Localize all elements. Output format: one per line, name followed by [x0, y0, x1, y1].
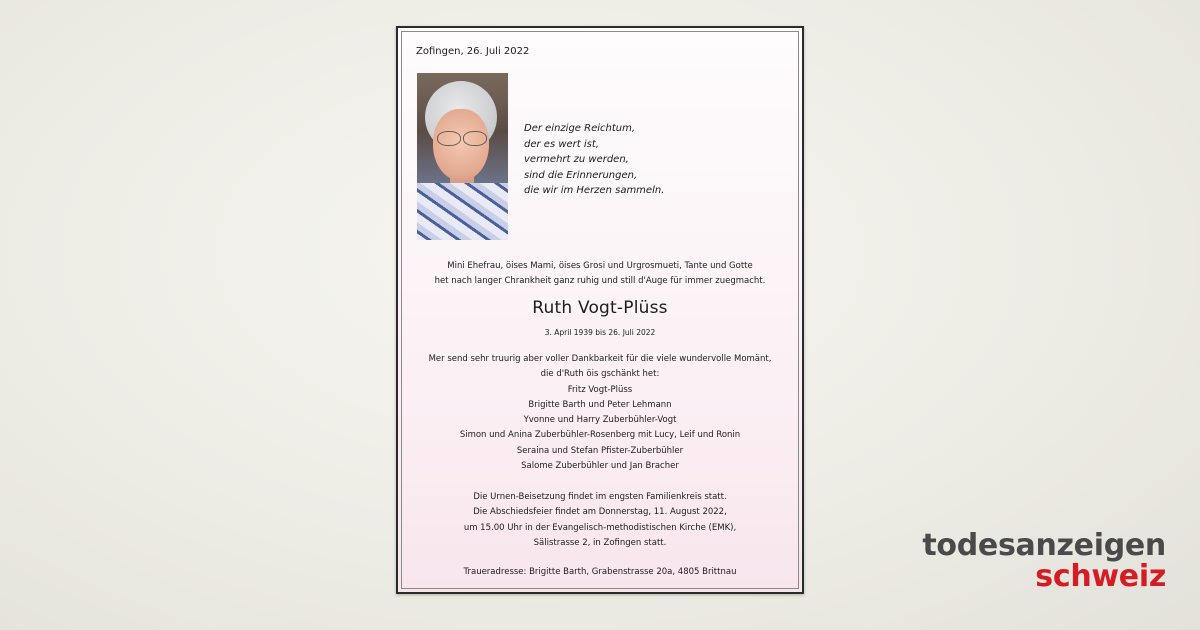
mourner-line: Brigitte Barth und Peter Lehmann: [528, 399, 672, 410]
mourner-line: Salome Zuberbühler und Jan Bracher: [521, 461, 679, 472]
mourner-line: Mer send sehr truurig aber voller Dankbarkeit für die viele wundervolle Momänt,: [428, 354, 772, 364]
mourner-line: Yvonne und Harry Zuberbühler-Vogt: [523, 415, 677, 426]
mourner-line: die d'Ruth öis gschänkt het:: [540, 369, 660, 380]
mourners-list: [402, 352, 798, 474]
poem-line: sind die Erinnerungen,: [524, 169, 638, 181]
brand-logo-line2: schweiz: [1035, 559, 1166, 594]
poem-line: Der einzige Reichtum,: [524, 123, 636, 134]
poem: [524, 121, 664, 199]
intro-text: Mini Ehefrau, öises Mami, öises Grosi und Urgrosmueti, Tante und Gotte het nach langer Chrankheit ganz ruhig und still d'Auge für immer zuegmacht.: [434, 261, 766, 286]
mourner-line: Fritz Vogt-Plüss: [567, 384, 633, 395]
card-inner-frame: [401, 31, 799, 589]
life-dates: 3. April 1939 bis 26. Juli 2022: [544, 328, 656, 337]
poem-line: der es wert ist,: [524, 138, 599, 150]
brand-logo[interactable]: [922, 530, 1166, 592]
poem-line: die wir im Herzen sammeln.: [524, 185, 665, 196]
obituary-card: [396, 26, 804, 594]
brand-logo-line1: todesanzeigen: [922, 528, 1166, 563]
deceased-name: Ruth Vogt-Plüss: [532, 298, 668, 318]
ceremony-info: Die Urnen-Beisetzung findet im engsten Familienkreis statt. Die Abschiedsfeier findet am Donnerstag, 11. August 2022, um 15.00 Uhr in der Evangelisch-methodistischen Kirche (EMK), Sälistrasse 2, in Zofingen statt.: [463, 492, 737, 548]
portrait-photo: [417, 73, 508, 240]
mourner-line: Simon und Anina Zuberbühler-Rosenberg mit Lucy, Leif und Ronin: [459, 430, 741, 441]
poem-line: vermehrt zu werden,: [524, 154, 629, 165]
mourning-address: Traueradresse: Brigitte Barth, Grabenstrasse 20a, 4805 Brittnau: [463, 567, 737, 577]
mourner-line: Seraina und Stefan Pfister-Zuberbühler: [516, 445, 684, 456]
place-date: Zofingen, 26. Juli 2022: [416, 46, 530, 57]
